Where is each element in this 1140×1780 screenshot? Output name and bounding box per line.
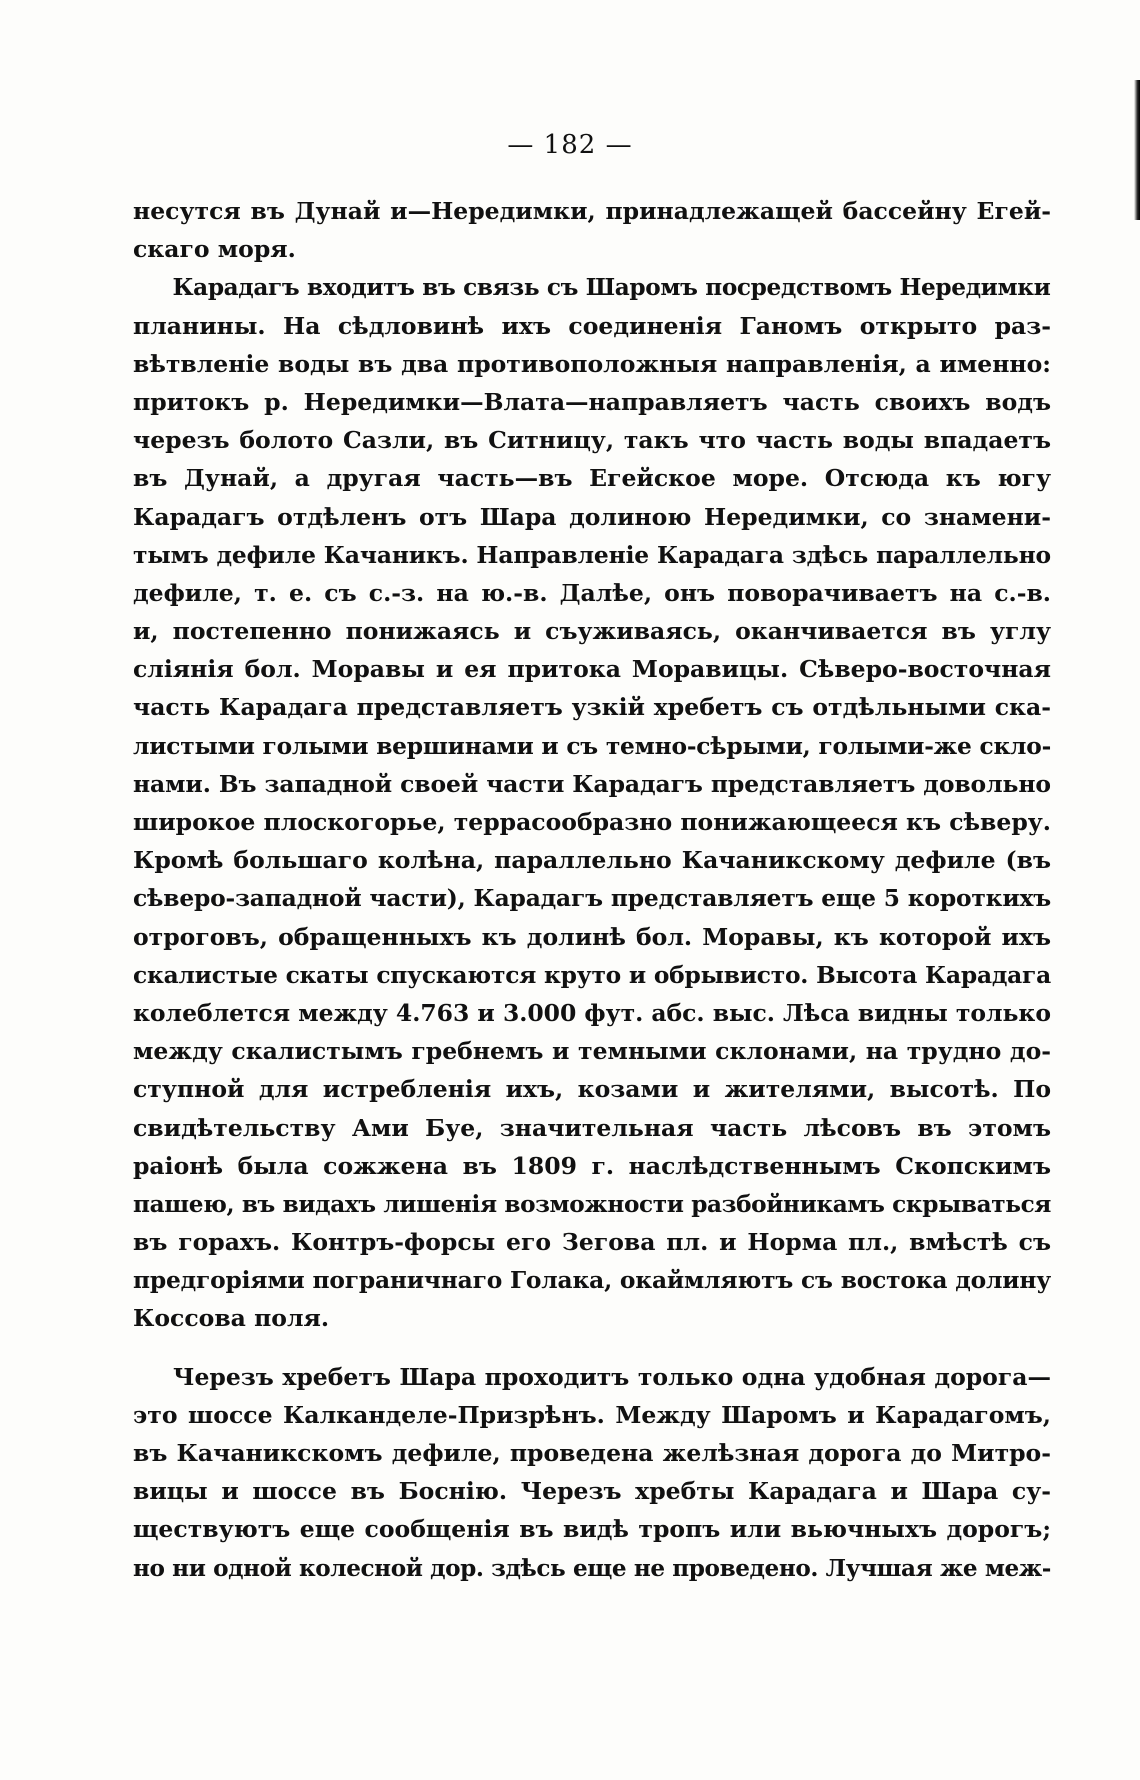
paragraph-gap — [133, 1338, 1051, 1358]
text-line: планины. На сѣдловинѣ ихъ соединенія Ганомъ открыто раз- — [133, 311, 1051, 340]
text-line: колеблется между 4.763 и 3.000 фут. абс. выс. Лѣса видны только — [133, 998, 1051, 1027]
text-line: листыми голыми вершинами и съ темно-сѣрыми, голыми-же скло- — [133, 731, 1052, 760]
text-line: черезъ болото Сазли, въ Ситницу, такъ что часть воды впадаетъ — [133, 426, 1051, 455]
text-line: сліянія бол. Моравы и ея притока Моравицы. Сѣверо-восточная — [133, 655, 1051, 684]
text-line: ществуютъ еще сообщенія въ видѣ тропъ или вьючныхъ дорогъ; — [133, 1515, 1051, 1544]
text-line: и, постепенно понижаясь и съуживаясь, оканчивается въ углу — [133, 617, 1051, 646]
text-line: предгоріями пограничнаго Голака, окаймляютъ съ востока долину — [133, 1266, 1052, 1295]
text-line: скалистые скаты спускаются круто и обрывисто. Высота Карадага — [133, 960, 1051, 989]
text-line: въ горахъ. Контръ-форсы его Зегова пл. и Норма пл., вмѣстѣ съ — [133, 1228, 1051, 1257]
text-line: но ни одной колесной дор. здѣсь еще не проведено. Лучшая же меж- — [133, 1553, 1051, 1582]
text-line: Карадагъ входитъ въ связь съ Шаромъ посредствомъ Нередимки — [172, 273, 1051, 302]
paragraph-3 — [133, 1358, 1051, 1587]
text-line: широкое плоскогорье, террасообразно понижающееся къ сѣверу. — [133, 808, 1051, 836]
text-line: вицы и шоссе въ Боснію. Черезъ хребты Карадага и Шара су- — [133, 1477, 1051, 1506]
paragraph-1 — [133, 192, 1051, 268]
text-line: притокъ р. Нередимки—Влата—направляетъ часть своихъ водъ — [133, 387, 1051, 416]
text-line: вѣтвленіе воды въ два противоположныя направленія, а именно: — [133, 349, 1051, 378]
text-line: раіонѣ была сожжена въ 1809 г. наслѣдственнымъ Скопскимъ — [133, 1151, 1051, 1180]
text-line: пашею, въ видахъ лишенія возможности разбойникамъ скрываться — [133, 1189, 1052, 1218]
body-text — [133, 192, 1051, 1587]
text-line: нами. Въ западной своей части Карадагъ представляетъ довольно — [133, 769, 1051, 798]
text-line: дефиле, т. е. съ с.-з. на ю.-в. Далѣе, онъ поворачиваетъ на с.-в. — [133, 578, 1051, 607]
text-line: свидѣтельству Ами Буе, значительная часть лѣсовъ въ этомъ — [133, 1113, 1051, 1142]
text-line: Черезъ хребетъ Шара проходитъ только одна удобная дорога— — [173, 1362, 1051, 1391]
text-line: Кромѣ большаго колѣна, параллельно Качаникскому дефиле (въ — [133, 846, 1051, 875]
text-line: Карадагъ отдѣленъ отъ Шара долиною Нередимки, со знамени- — [133, 502, 1051, 531]
text-line: несутся въ Дунай и—Нередимки, принадлежащей бассейну Егей- — [133, 197, 1051, 225]
text-line: въ Дунай, а другая часть—въ Егейское море. Отсюда къ югу — [133, 464, 1051, 493]
text-line: между скалистымъ гребнемъ и темными склонами, на трудно до- — [133, 1037, 1051, 1066]
text-line: Коссова поля. — [133, 1304, 330, 1333]
text-line: тымъ дефиле Качаникъ. Направленіе Карадага здѣсь параллельно — [133, 540, 1052, 569]
text-line: скаго моря. — [133, 235, 296, 264]
text-line: часть Карадага представляетъ узкій хребетъ съ отдѣльными ска- — [133, 693, 1051, 722]
text-line: отроговъ, обращенныхъ къ долинѣ бол. Моравы, къ которой ихъ — [133, 922, 1051, 951]
text-line: ступной для истребленія ихъ, козами и жителями, высотѣ. По — [133, 1075, 1051, 1104]
text-line: въ Качаникскомъ дефиле, проведена желѣзная дорога до Митро- — [133, 1439, 1051, 1467]
paragraph-2 — [133, 268, 1051, 1337]
text-line: сѣверо-западной части), Карадагъ представляетъ еще 5 короткихъ — [133, 884, 1051, 913]
page-number: — 182 — — [507, 130, 633, 160]
text-line: это шоссе Калканделе-Призрѣнъ. Между Шаромъ и Карадагомъ, — [133, 1400, 1051, 1429]
